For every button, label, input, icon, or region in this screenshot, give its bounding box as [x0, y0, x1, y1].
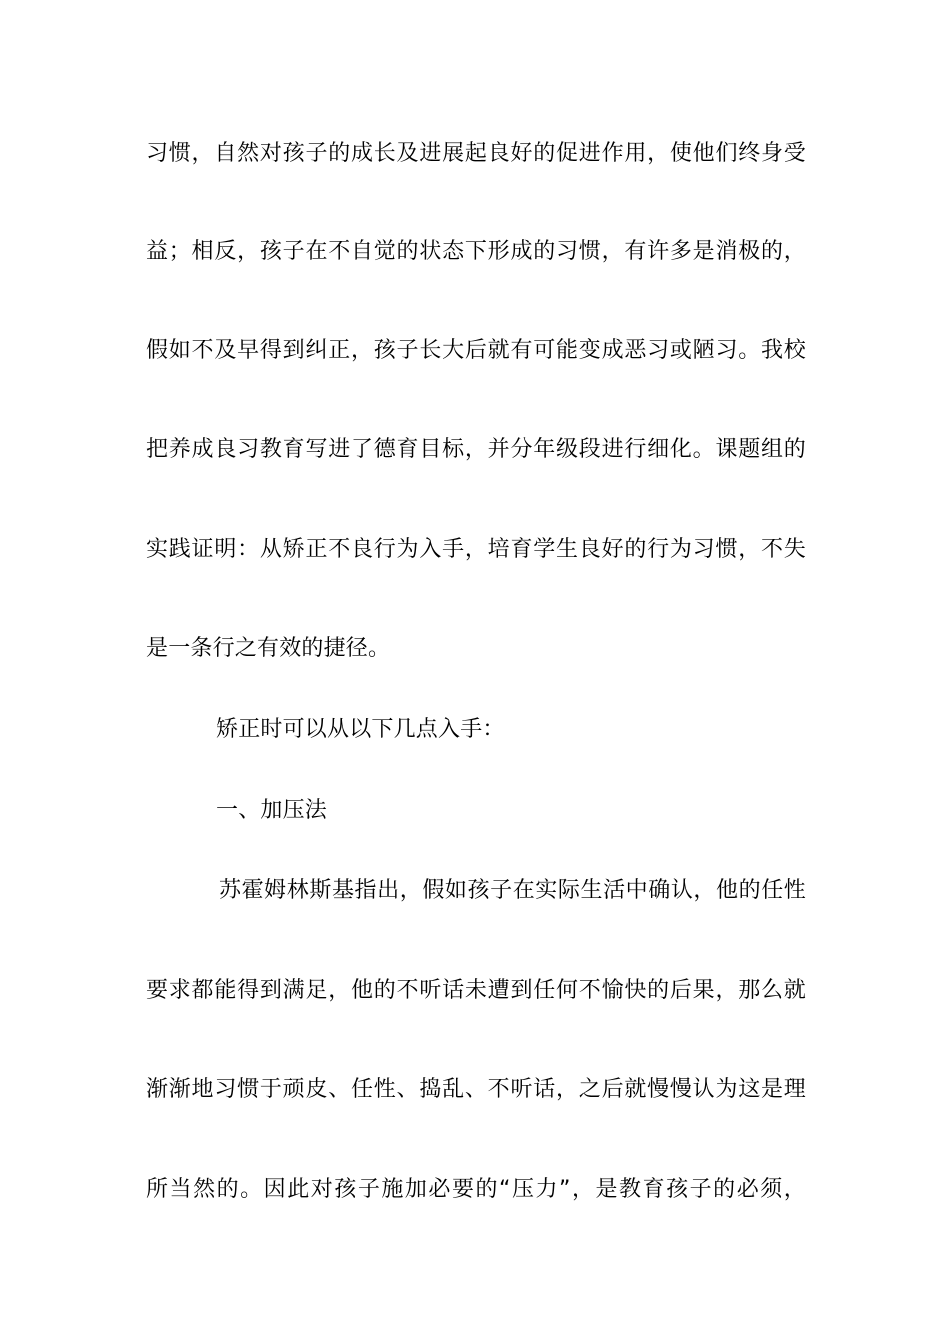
section-heading: 一、加压法 — [216, 798, 328, 823]
paragraph2-line-2: 要求都能得到满足，他的不听话未遭到任何不愉快的后果，那么就 — [146, 978, 806, 1003]
paragraph-line-2: 益；相反，孩子在不自觉的状态下形成的习惯，有许多是消极的， — [146, 239, 806, 264]
paragraph-line-6: 是一条行之有效的捷径。 — [146, 636, 391, 661]
paragraph2-line-1: 苏霍姆林斯基指出，假如孩子在实际生活中确认，他的任性 — [219, 878, 806, 903]
paragraph-line-4: 把养成良习教育写进了德育目标，并分年级段进行细化。课题组的 — [146, 437, 806, 462]
paragraph-line-3: 假如不及早得到纠正，孩子长大后就有可能变成恶习或陋习。我校 — [146, 338, 806, 363]
paragraph-line-5: 实践证明：从矫正不良行为入手，培育学生良好的行为习惯，不失 — [146, 537, 806, 562]
paragraph2-line-3: 渐渐地习惯于顽皮、任性、捣乱、不听话，之后就慢慢认为这是理 — [146, 1077, 806, 1102]
paragraph2-line-4: 所当然的。因此对孩子施加必要的“压力”，是教育孩子的必须， — [146, 1177, 806, 1202]
intro-line: 矫正时可以从以下几点入手： — [216, 717, 505, 742]
paragraph-line-1: 习惯，自然对孩子的成长及进展起良好的促进作用，使他们终身受 — [146, 141, 806, 166]
